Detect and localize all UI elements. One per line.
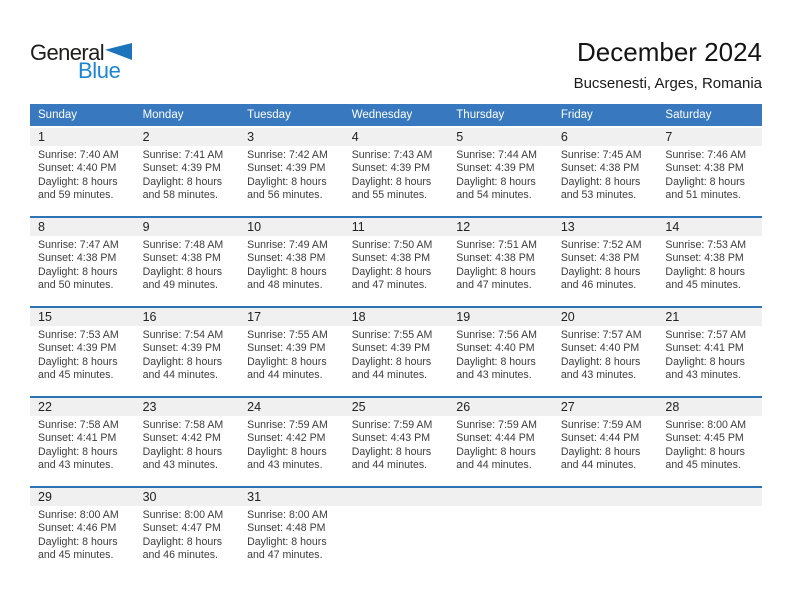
daylight-text: Daylight: 8 hours and 53 minutes. [560,175,641,202]
sunset-text: Sunset: 4:39 PM [247,162,326,175]
sunrise-text: Sunrise: 7:42 AM [247,149,328,161]
day-number: 16 [142,310,157,324]
day-details [30,236,135,306]
sunrise-text: Sunrise: 7:56 AM [456,329,537,341]
weekday-header-tuesday: Tuesday [247,109,291,121]
sunrise-text: Sunrise: 8:00 AM [142,509,224,521]
daylight-text: Daylight: 8 hours and 44 minutes. [142,355,223,382]
day-number: 1 [38,130,45,144]
day-details [553,146,658,216]
day-number: 20 [560,310,575,324]
day-details [135,506,240,576]
daylight-text: Daylight: 8 hours and 47 minutes. [456,265,536,292]
daylight-text: Daylight: 8 hours and 48 minutes. [247,265,327,292]
day-number: 31 [247,490,262,504]
day-details-band [30,506,762,576]
day-number: 25 [351,400,366,414]
day-details [657,146,762,216]
weekday-header-row [30,104,762,126]
day-number-band [30,128,762,146]
general-blue-logo [30,42,132,82]
sunrise-text: Sunrise: 7:44 AM [456,149,537,161]
day-details [553,416,658,486]
sunset-text: Sunset: 4:47 PM [142,522,221,535]
daylight-text: Daylight: 8 hours and 49 minutes. [142,265,223,292]
week-row-4 [30,396,762,486]
day-details [135,416,240,486]
day-details [344,236,449,306]
sunset-text: Sunset: 4:42 PM [142,432,221,445]
sunset-text: Sunset: 4:38 PM [560,162,640,175]
empty-day-cell [657,488,762,506]
sunrise-text: Sunrise: 8:00 AM [665,419,747,431]
daylight-text: Daylight: 8 hours and 44 minutes. [351,445,432,472]
daylight-text: Daylight: 8 hours and 44 minutes. [351,355,432,382]
sunrise-text: Sunrise: 7:48 AM [142,239,224,251]
empty-day-cell [344,488,449,506]
page-title: December 2024 [577,37,762,67]
daylight-text: Daylight: 8 hours and 58 minutes. [142,175,223,202]
day-number: 18 [351,310,366,324]
day-number: 13 [560,220,575,234]
sunset-text: Sunset: 4:39 PM [247,342,326,355]
sunset-text: Sunset: 4:48 PM [247,522,326,535]
week-row-3 [30,306,762,396]
sunset-text: Sunset: 4:38 PM [665,252,744,265]
day-number: 17 [247,310,262,324]
daylight-text: Daylight: 8 hours and 44 minutes. [247,355,327,382]
sunset-text: Sunset: 4:42 PM [247,432,326,445]
daylight-text: Daylight: 8 hours and 44 minutes. [456,445,536,472]
day-number: 8 [38,220,45,234]
sunrise-text: Sunrise: 7:41 AM [142,149,224,161]
logo-text-general: General [30,40,105,65]
sunset-text: Sunset: 4:39 PM [351,342,431,355]
week-row-1 [30,128,762,216]
sunset-text: Sunset: 4:38 PM [142,252,221,265]
day-number: 19 [456,310,471,324]
daylight-text: Daylight: 8 hours and 43 minutes. [665,355,745,382]
empty-day-details [657,506,762,576]
day-details [344,416,449,486]
weekday-header-sunday: Sunday [38,109,78,121]
day-number: 2 [142,130,150,144]
sunset-text: Sunset: 4:45 PM [665,432,744,445]
day-number: 4 [351,130,359,144]
day-number: 30 [142,490,157,504]
sunrise-text: Sunrise: 7:59 AM [456,419,537,431]
daylight-text: Daylight: 8 hours and 43 minutes. [456,355,536,382]
sunset-text: Sunset: 4:38 PM [38,252,117,265]
sunrise-text: Sunrise: 7:40 AM [38,149,119,161]
calendar-table [30,104,762,576]
day-details-band [30,326,762,396]
day-details [30,416,135,486]
day-number: 22 [38,400,52,414]
day-details [239,236,344,306]
empty-day-details [448,506,553,576]
day-details [239,416,344,486]
sunset-text: Sunset: 4:46 PM [38,522,117,535]
day-number-band [30,218,762,236]
week-row-2 [30,216,762,306]
daylight-text: Daylight: 8 hours and 46 minutes. [142,535,223,562]
day-details-band [30,236,762,306]
day-details [135,326,240,396]
sunrise-text: Sunrise: 7:55 AM [351,329,433,341]
location-subtitle: Bucsenesti, Arges, Romania [573,74,762,92]
daylight-text: Daylight: 8 hours and 47 minutes. [351,265,432,292]
sunset-text: Sunset: 4:39 PM [142,342,221,355]
sunrise-text: Sunrise: 7:47 AM [38,239,119,251]
day-details [30,146,135,216]
sunrise-text: Sunrise: 7:58 AM [38,419,119,431]
sunrise-text: Sunrise: 8:00 AM [247,509,328,521]
sunset-text: Sunset: 4:40 PM [456,342,535,355]
day-number: 10 [247,220,262,234]
sunset-text: Sunset: 4:38 PM [351,252,431,265]
logo-text-blue: Blue [78,58,121,83]
sunset-text: Sunset: 4:39 PM [351,162,431,175]
day-details-band [30,416,762,486]
week-row-5 [30,486,762,576]
sunrise-text: Sunrise: 7:55 AM [247,329,328,341]
day-details [657,326,762,396]
title-block [574,38,762,92]
day-number-band [30,398,762,416]
day-details [239,326,344,396]
daylight-text: Daylight: 8 hours and 45 minutes. [665,265,745,292]
day-details [448,326,553,396]
day-details [135,146,240,216]
sunset-text: Sunset: 4:38 PM [665,162,744,175]
calendar-weeks [30,128,762,576]
empty-day-cell [448,488,553,506]
day-details [135,236,240,306]
day-number: 29 [38,490,52,504]
day-number: 9 [142,220,150,234]
sunrise-text: Sunrise: 7:52 AM [560,239,642,251]
day-details [30,326,135,396]
daylight-text: Daylight: 8 hours and 45 minutes. [665,445,745,472]
day-details [553,326,658,396]
day-number: 14 [665,220,680,234]
sunrise-text: Sunrise: 7:53 AM [665,239,747,251]
day-details [448,416,553,486]
day-number: 12 [456,220,471,234]
sunrise-text: Sunrise: 7:46 AM [665,149,747,161]
sunset-text: Sunset: 4:41 PM [665,342,744,355]
sunset-text: Sunset: 4:40 PM [38,162,117,175]
daylight-text: Daylight: 8 hours and 56 minutes. [247,175,327,202]
day-number: 11 [351,220,365,234]
sunset-text: Sunset: 4:39 PM [142,162,221,175]
day-details [657,236,762,306]
daylight-text: Daylight: 8 hours and 51 minutes. [665,175,745,202]
weekday-header-thursday: Thursday [456,109,505,121]
day-number: 6 [560,130,568,144]
sunset-text: Sunset: 4:44 PM [560,432,640,445]
sunrise-text: Sunrise: 7:51 AM [456,239,537,251]
sunrise-text: Sunrise: 7:54 AM [142,329,224,341]
sunrise-text: Sunrise: 7:59 AM [560,419,642,431]
day-details [239,506,344,576]
day-details [344,326,449,396]
sunrise-text: Sunrise: 7:59 AM [351,419,433,431]
weekday-header-monday: Monday [142,109,184,121]
daylight-text: Daylight: 8 hours and 45 minutes. [38,355,118,382]
daylight-text: Daylight: 8 hours and 44 minutes. [560,445,641,472]
sunrise-text: Sunrise: 7:43 AM [351,149,433,161]
sunset-text: Sunset: 4:38 PM [247,252,326,265]
sunrise-text: Sunrise: 7:50 AM [351,239,433,251]
day-number: 15 [38,310,52,324]
weekday-header-friday: Friday [560,109,593,121]
sunset-text: Sunset: 4:43 PM [351,432,431,445]
day-number-band [30,488,762,506]
day-details-band [30,146,762,216]
daylight-text: Daylight: 8 hours and 43 minutes. [247,445,327,472]
sunrise-text: Sunrise: 7:49 AM [247,239,328,251]
day-number: 28 [665,400,680,414]
sunset-text: Sunset: 4:39 PM [38,342,117,355]
daylight-text: Daylight: 8 hours and 54 minutes. [456,175,536,202]
daylight-text: Daylight: 8 hours and 45 minutes. [38,535,118,562]
day-details [239,146,344,216]
empty-day-details [553,506,658,576]
sunrise-text: Sunrise: 8:00 AM [38,509,119,521]
sunset-text: Sunset: 4:39 PM [456,162,535,175]
daylight-text: Daylight: 8 hours and 43 minutes. [38,445,118,472]
sunrise-text: Sunrise: 7:59 AM [247,419,328,431]
sunset-text: Sunset: 4:44 PM [456,432,535,445]
weekday-header-saturday: Saturday [665,109,712,121]
sunset-text: Sunset: 4:38 PM [560,252,640,265]
sunrise-text: Sunrise: 7:57 AM [665,329,747,341]
day-details [30,506,135,576]
sunrise-text: Sunrise: 7:57 AM [560,329,642,341]
daylight-text: Daylight: 8 hours and 59 minutes. [38,175,118,202]
day-details [344,146,449,216]
sunset-text: Sunset: 4:38 PM [456,252,535,265]
daylight-text: Daylight: 8 hours and 47 minutes. [247,535,327,562]
day-number: 21 [665,310,680,324]
sunrise-text: Sunrise: 7:58 AM [142,419,224,431]
sunset-text: Sunset: 4:40 PM [560,342,640,355]
empty-day-details [344,506,449,576]
sunrise-text: Sunrise: 7:45 AM [560,149,642,161]
day-number: 3 [247,130,255,144]
day-number: 5 [456,130,464,144]
day-details [553,236,658,306]
weekday-header-wednesday: Wednesday [351,109,413,121]
daylight-text: Daylight: 8 hours and 43 minutes. [142,445,223,472]
day-details [657,416,762,486]
day-number-band [30,308,762,326]
day-number: 23 [142,400,157,414]
day-details [448,146,553,216]
day-details [448,236,553,306]
daylight-text: Daylight: 8 hours and 50 minutes. [38,265,118,292]
daylight-text: Daylight: 8 hours and 55 minutes. [351,175,432,202]
daylight-text: Daylight: 8 hours and 43 minutes. [560,355,641,382]
day-number: 27 [560,400,575,414]
empty-day-cell [553,488,658,506]
day-number: 7 [665,130,673,144]
daylight-text: Daylight: 8 hours and 46 minutes. [560,265,641,292]
sunset-text: Sunset: 4:41 PM [38,432,117,445]
sunrise-text: Sunrise: 7:53 AM [38,329,119,341]
day-number: 24 [247,400,262,414]
day-number: 26 [456,400,471,414]
